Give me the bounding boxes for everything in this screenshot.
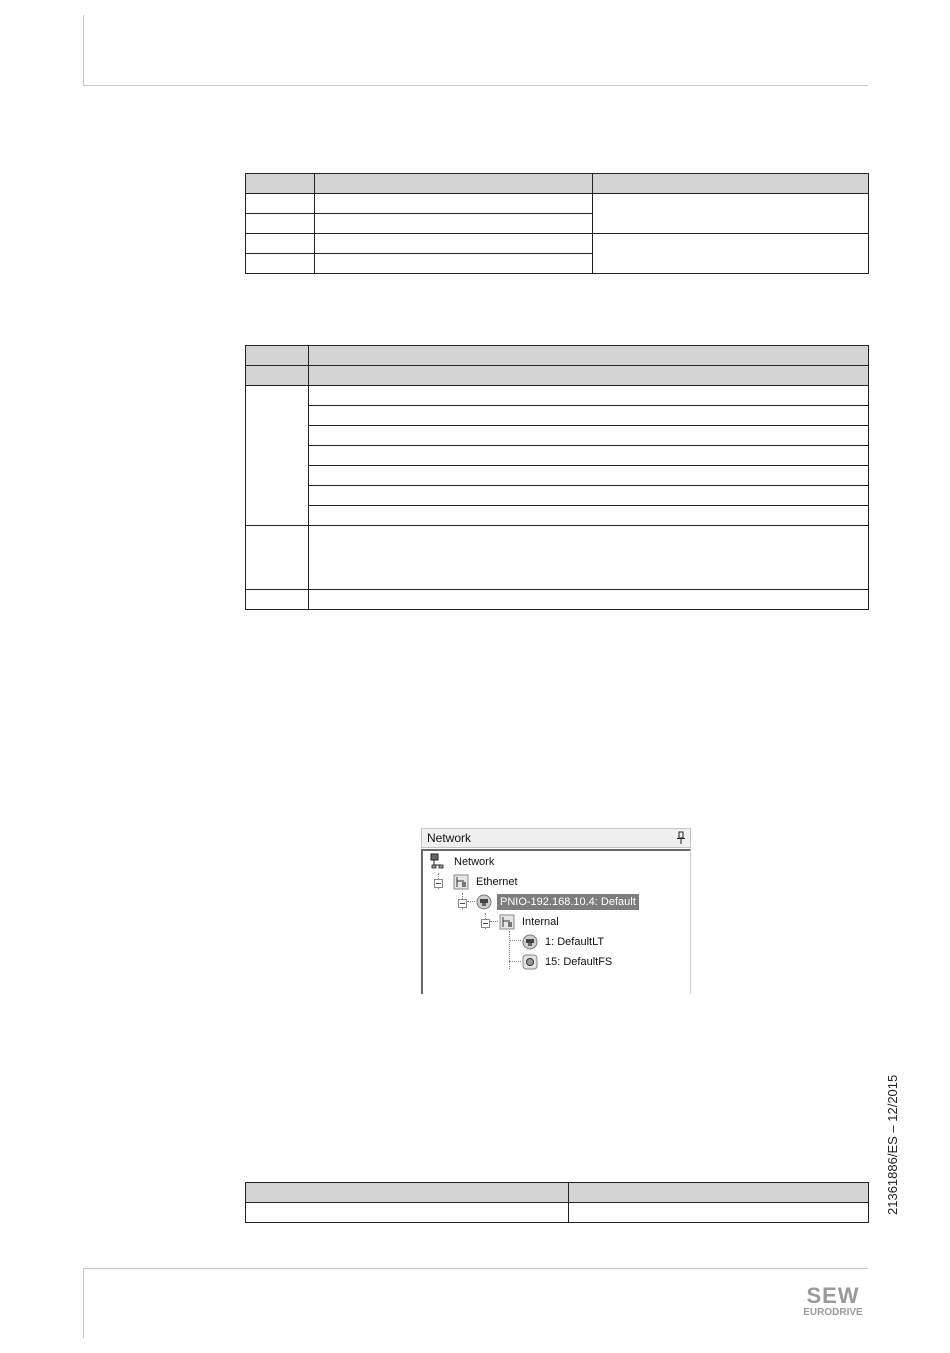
table-row	[246, 466, 869, 486]
table-2-subheader-row	[246, 366, 869, 386]
tree-connector	[509, 931, 510, 969]
table-cell	[315, 234, 593, 254]
table-2-header-row	[246, 346, 869, 366]
table-cell	[569, 1203, 869, 1223]
table-cell	[309, 426, 869, 446]
table-cell	[246, 1183, 569, 1203]
table-cell	[246, 174, 315, 194]
sew-eurodrive-logo	[797, 1284, 869, 1318]
logo-text-top: SEW	[806, 1284, 860, 1308]
header-left-rule	[83, 15, 84, 86]
table-row	[246, 406, 869, 426]
network-tree	[421, 849, 691, 994]
table-cell	[309, 346, 869, 366]
tree-connector	[467, 901, 475, 902]
tree-node-ethernet[interactable]: Ethernet	[476, 876, 518, 888]
network-panel-title-text: Network	[427, 831, 472, 845]
table-cell-merged	[593, 234, 869, 274]
collapse-toggle[interactable]	[434, 879, 443, 888]
table-cell	[246, 366, 309, 386]
table-cell	[315, 214, 593, 234]
table-cell	[309, 386, 869, 406]
network-panel	[421, 828, 691, 994]
table-row	[246, 426, 869, 446]
table-2	[245, 345, 869, 610]
table-cell	[246, 254, 315, 274]
table-cell	[309, 506, 869, 526]
safety-device-icon	[522, 954, 538, 970]
logo-text-bottom: EURODRIVE	[803, 1307, 863, 1318]
table-row	[246, 194, 869, 214]
network-panel-title	[421, 828, 691, 848]
tree-connector	[490, 921, 498, 922]
table-row	[246, 506, 869, 526]
pin-icon[interactable]	[676, 831, 686, 845]
table-cell-merged	[246, 386, 309, 526]
tree-connector	[509, 961, 521, 962]
table-row	[246, 234, 869, 254]
tree-node-network[interactable]: Network	[454, 856, 495, 868]
tree-node-default-lt[interactable]: 1: DefaultLT	[545, 936, 605, 948]
table-1-header-row	[246, 174, 869, 194]
network-root-icon	[429, 853, 445, 869]
table-cell	[246, 234, 315, 254]
table-1	[245, 173, 869, 274]
table-cell	[315, 254, 593, 274]
table-cell	[246, 194, 315, 214]
table-row	[246, 386, 869, 406]
collapse-toggle[interactable]	[458, 899, 467, 908]
table-cell	[246, 526, 309, 590]
table-cell	[315, 194, 593, 214]
footer-top-rule	[83, 1268, 868, 1269]
table-row	[246, 1203, 869, 1223]
table-cell	[309, 406, 869, 426]
table-cell	[309, 526, 869, 590]
tree-node-internal[interactable]: Internal	[522, 916, 559, 928]
table-cell	[309, 590, 869, 610]
internal-bus-icon	[499, 914, 515, 930]
table-cell	[309, 366, 869, 386]
tree-node-default-fs[interactable]: 15: DefaultFS	[545, 956, 613, 968]
tree-node-pnio-device[interactable]: PNIO-192.168.10.4: Default	[497, 894, 639, 910]
ethernet-icon	[453, 874, 469, 890]
table-cell	[309, 446, 869, 466]
table-cell	[246, 346, 309, 366]
table-row	[246, 486, 869, 506]
profinet-device-icon	[476, 894, 492, 910]
collapse-toggle[interactable]	[481, 919, 490, 928]
table-cell-merged	[593, 194, 869, 234]
header-bottom-rule	[83, 85, 868, 86]
table-cell	[569, 1183, 869, 1203]
table-cell	[246, 590, 309, 610]
table-cell	[315, 174, 593, 194]
document-code: 21361886/ES – 12/2015	[885, 1074, 900, 1215]
drive-device-icon	[522, 934, 538, 950]
table-3	[245, 1182, 869, 1223]
table-row	[246, 590, 869, 610]
table-cell	[246, 214, 315, 234]
table-row	[246, 526, 869, 590]
tree-connector	[509, 940, 521, 941]
table-cell	[309, 466, 869, 486]
table-3-header-row	[246, 1183, 869, 1203]
table-row	[246, 446, 869, 466]
footer-left-rule	[83, 1268, 84, 1338]
table-cell	[246, 1203, 569, 1223]
table-cell	[593, 174, 869, 194]
table-cell	[309, 486, 869, 506]
